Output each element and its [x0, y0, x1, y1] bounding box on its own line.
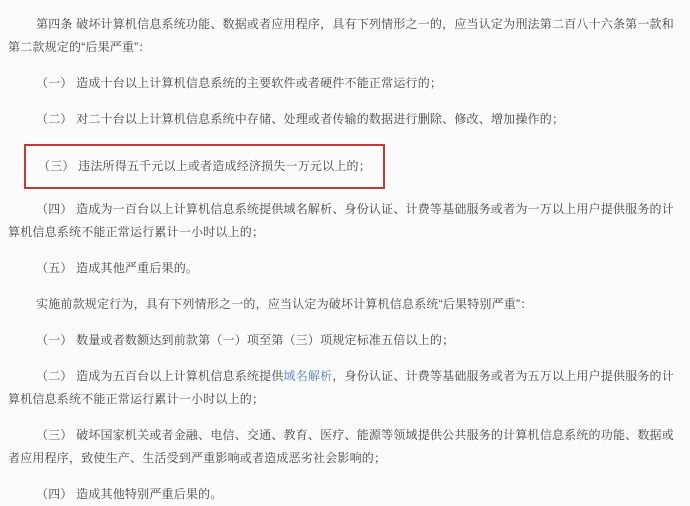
especially-severe-item-4: （四） 造成其他特别严重后果的。 — [36, 487, 223, 501]
domain-resolution-link[interactable]: 域名解析 — [283, 369, 333, 383]
especially-severe-item-3: （三） 破坏国家机关或者金融、电信、交通、教育、医疗、能源等领域提供公共服务的计算机信息系统的功能、数据或者应用程序，致使生产、生活受到严重影响或者造成恶劣社会影响的； — [8, 428, 674, 465]
clause-text-after-link: ，身份认证、计费等基础服务或者为五万以上用户提供服务的计算机信息系统不能正常运行累计一小时以上的； — [8, 369, 674, 406]
severe-item-2: （二） 对二十台以上计算机信息系统中存储、处理或者传输的数据进行删除、修改、增加操作的； — [36, 112, 565, 126]
severe-item-1: （一） 造成十台以上计算机信息系统的主要软件或者硬件不能正常运行的； — [36, 76, 443, 90]
red-highlight-box — [24, 144, 385, 189]
severe-item-5: （五） 造成其他严重后果的。 — [36, 261, 199, 275]
severe-item-3-highlighted: （三） 违法所得五千元以上或者造成经济损失一万元以上的； — [38, 159, 371, 173]
clause-4-intro: 第四条 破坏计算机信息系统功能、数据或者应用程序，具有下列情形之一的，应当认定为刑法第二百八十六条第一款和第二款规定的“后果严重”： — [8, 17, 674, 54]
clause-text-before-link: （二） 造成为五百台以上计算机信息系统提供 — [36, 369, 284, 383]
especially-severe-item-1: （一） 数量或者数额达到前款第（一）项至第（三）项规定标准五倍以上的； — [36, 333, 455, 347]
especially-severe-intro: 实施前款规定行为，具有下列情形之一的，应当认定为破坏计算机信息系统“后果特别严重”： — [36, 297, 533, 311]
severe-item-4: （四） 造成为一百台以上计算机信息系统提供域名解析、身份认证、计费等基础服务或者为一万以上用户提供服务的计算机信息系统不能正常运行累计一小时以上的； — [8, 202, 674, 239]
especially-severe-item-2 — [8, 365, 682, 411]
